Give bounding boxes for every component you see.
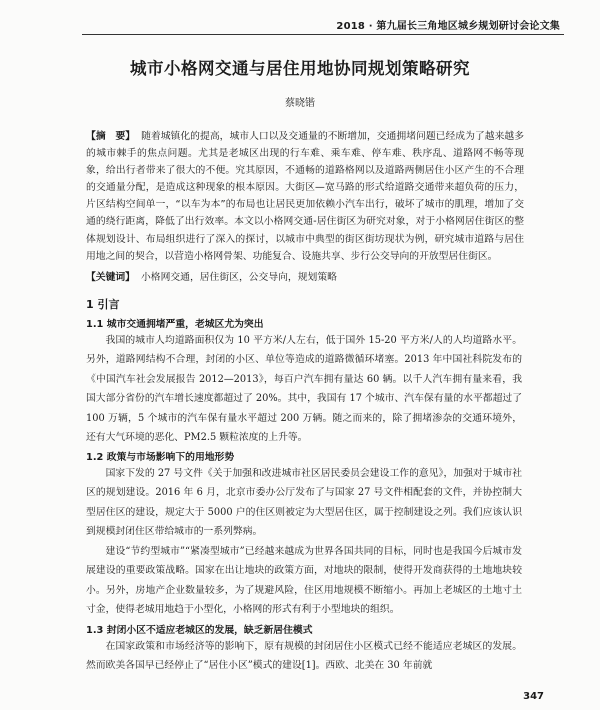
paper-title: 城市小格网交通与居住用地协同规划策略研究 xyxy=(130,59,470,78)
keywords xyxy=(86,269,524,286)
abstract-text: 随着城镇化的提高，城市人口以及交通量的不断增加，交通拥堵问题已经成为了越来越多的城市棘手的焦点问题。尤其是老城区出现的行车难、乘车难、停车难、秩序乱、道路网不畅等现象，给出行者带来了很大的不便。究其原因，不通畅的道路格网以及道路两侧居住小区产生的不合理的交通量分配，是造成这种现象的根本原因。大街区—宽马路的形式给道路交通带来超负荷的压力，片区结构空间单一，“以车为本”的布局也让居民更加依赖小汽车出行，破坏了城市的肌理，增加了交通的绕行距离，降低了出行效率。本文以小格网交通-居住街区为研究对象，对于小格网居住街区的整体规划设计、布局组织进行了深入的探讨，以城市中典型的街区街坊现状为例，研究城市道路与居住用地之间的契合，以营造小格网骨架、功能复合、设施共享、步行公交导向的开放型居住街区。 xyxy=(86,131,524,262)
author-name: 蔡晓锴 xyxy=(285,98,315,109)
running-header: 2018 · 第九届长三角地区城乡规划研讨会论文集 xyxy=(336,21,560,32)
page-number: 347 xyxy=(523,691,544,702)
paragraph-1-2-b: 建设“节约型城市”“紧凑型城市”已经越来越成为世界各国共同的目标，同时也是我国今后城市发展建设的重要政策战略。国家在出让地块的政策方面，对地块的限制，使得开发商获得的土地地块较小。另外，房地产企业数量较多，为了规避风险，住区用地规模不断缩小。再加上老城区的土地寸土寸金，使得老城用地趋于小型化，小格网的形式有利于小型地块的组织。 xyxy=(86,546,522,616)
paragraph-1-1: 我国的城市人均道路面积仅为 10 平方米/人左右，低于国外 15-20 平方米/人的人均道路水平。另外，道路网结构不合理，封闭的小区、单位等造成的道路微循环堵塞。2013 年中国社科院发布的《中国汽车社会发展报告 2012—2013》，每百户汽车拥有量达 60 辆。以千人汽车拥有量来看，我国大部分省份的汽车增长速度都超过了 20%。其中，我国有 17 个城市、汽车保有量的水平都超过了 100 万辆，5 个城市的汽车保有量水平超过 200 万辆。随之而来的，除了拥堵渗杂的交通环境外，还有大气环境的恶化、PM2.5 颗粒浓度的上升等。 xyxy=(86,335,522,444)
keywords-text: 小格网交通，居住街区，公交导向，规划策略 xyxy=(140,272,337,283)
subsection-heading-1-3: 1.3 封闭小区不适应老城区的发展，缺乏新居住模式 xyxy=(86,625,313,636)
paragraph-1-2-a: 国家下发的 27 号文件《关于加强和改进城市社区居民委员会建设工作的意见》，加强对于城市社区的规划建设。2016 年 6 月，北京市委办公厅发布了与国家 27 号文件相配套的文件，并协控制大型居住区的建设，规定大于 5000 户的住区则被定为大型居住区，属于控制建设之列。我们应该认识到规模封闭住区带给城市的一系列弊病。 xyxy=(86,468,522,538)
subsection-heading-1-2: 1.2 政策与市场影响下的用地形势 xyxy=(86,452,235,463)
keywords-label: 【关键词】 xyxy=(86,272,135,283)
header-rule xyxy=(82,34,564,35)
section-heading-introduction: 1 引言 xyxy=(86,298,120,311)
abstract xyxy=(86,128,524,265)
abstract-label: 【摘 要】 xyxy=(86,131,136,142)
paragraph-1-3: 在国家政策和市场经济等的影响下，原有规模的封闭居住小区模式已经不能适应老城区的发展。然而欧美各国早已经停止了“居住小区”模式的建设[1]。西欧、北美在 30 年前就 xyxy=(86,641,522,672)
subsection-heading-1-1: 1.1 城市交通拥堵严重，老城区尤为突出 xyxy=(86,319,264,330)
